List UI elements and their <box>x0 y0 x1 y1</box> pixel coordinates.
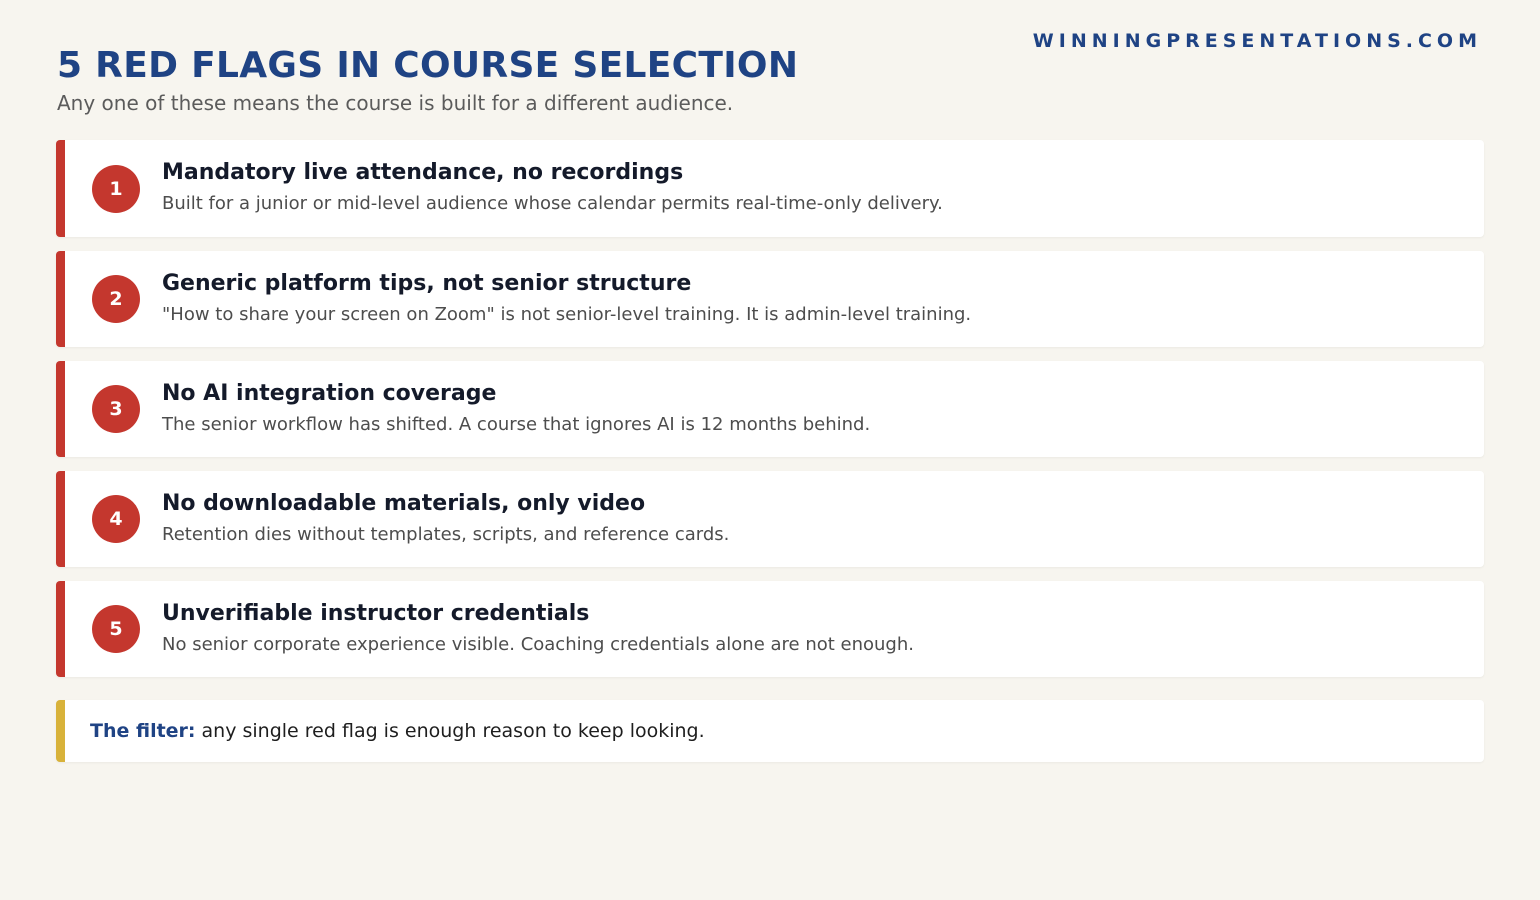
filter-callout <box>56 700 1484 762</box>
red-flag-list <box>56 140 1484 691</box>
filter-text: any single red flag is enough reason to keep looking. <box>201 720 705 742</box>
filter-label: The filter: <box>90 720 196 742</box>
flag-number-badge: 5 <box>92 605 140 653</box>
flag-description: The senior workflow has shifted. A course that ignores AI is 12 months behind. <box>162 414 871 435</box>
flag-description: "How to share your screen on Zoom" is not senior-level training. It is admin-level training. <box>162 304 972 325</box>
flag-description: Retention dies without templates, scripts, and reference cards. <box>162 524 730 545</box>
red-flag-item <box>56 251 1484 347</box>
flag-number-badge: 2 <box>92 275 140 323</box>
flag-title: No downloadable materials, only video <box>162 491 646 516</box>
flag-number-badge: 4 <box>92 495 140 543</box>
flag-title: Unverifiable instructor credentials <box>162 601 590 626</box>
flag-title: No AI integration coverage <box>162 381 497 406</box>
flag-number-badge: 3 <box>92 385 140 433</box>
flag-number-badge: 1 <box>92 165 140 213</box>
flag-title: Generic platform tips, not senior structure <box>162 271 692 296</box>
red-flag-item <box>56 471 1484 567</box>
page-subtitle: Any one of these means the course is built for a different audience. <box>57 91 734 115</box>
page-title: 5 RED FLAGS IN COURSE SELECTION <box>57 45 799 86</box>
flag-description: No senior corporate experience visible. Coaching credentials alone are not enough. <box>162 634 914 655</box>
red-flag-item <box>56 140 1484 237</box>
flag-description: Built for a junior or mid-level audience whose calendar permits real-time-only delivery. <box>162 193 943 214</box>
flag-title: Mandatory live attendance, no recordings <box>162 160 684 185</box>
brand-wordmark: WINNINGPRESENTATIONS.COM <box>1032 30 1482 52</box>
red-flag-item <box>56 361 1484 457</box>
red-flag-item <box>56 581 1484 677</box>
